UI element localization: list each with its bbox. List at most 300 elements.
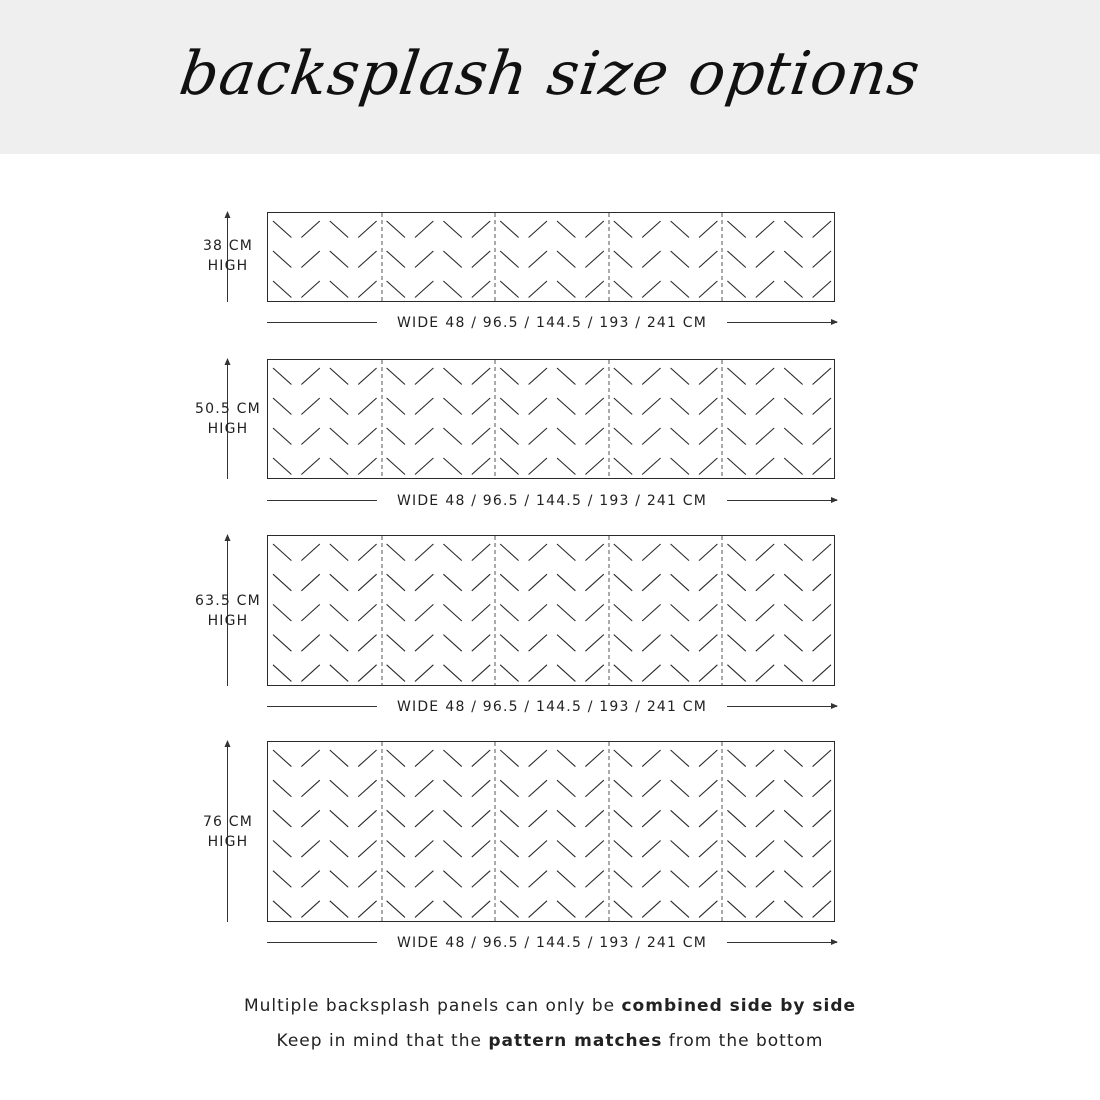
pattern-stroke: [443, 635, 461, 652]
pattern-stroke: [585, 841, 603, 858]
pattern-stroke: [301, 810, 319, 827]
pattern-stroke: [642, 780, 660, 797]
pattern-stroke: [301, 604, 319, 621]
pattern-stroke: [472, 780, 490, 797]
pattern-stroke: [529, 665, 547, 682]
pattern-stroke: [472, 841, 490, 858]
pattern-stroke: [813, 810, 831, 827]
pattern-stroke: [727, 604, 745, 621]
pattern-stroke: [273, 574, 291, 591]
pattern-stroke: [358, 574, 376, 591]
pattern-stroke: [301, 544, 319, 561]
pattern-stroke: [330, 544, 348, 561]
pattern-stroke: [671, 810, 689, 827]
footer-text: from the bottom: [662, 1031, 824, 1051]
pattern-stroke: [557, 544, 575, 561]
pattern-stroke: [642, 458, 660, 475]
pattern-stroke: [472, 574, 490, 591]
pattern-stroke: [529, 281, 547, 298]
height-label: [188, 399, 268, 439]
pattern-stroke: [387, 368, 405, 385]
pattern-stroke: [301, 251, 319, 268]
pattern-stroke: [756, 780, 774, 797]
pattern-stroke: [784, 750, 802, 767]
herringbone-pattern: [268, 536, 835, 686]
pattern-stroke: [358, 750, 376, 767]
pattern-stroke: [784, 901, 802, 918]
pattern-stroke: [813, 635, 831, 652]
pattern-stroke: [358, 398, 376, 415]
pattern-stroke: [585, 635, 603, 652]
pattern-stroke: [330, 635, 348, 652]
pattern-stroke: [756, 750, 774, 767]
header-banner: [0, 0, 1100, 154]
herringbone-pattern: [268, 213, 835, 302]
pattern-stroke: [585, 810, 603, 827]
pattern-stroke: [358, 665, 376, 682]
pattern-stroke: [443, 665, 461, 682]
pattern-stroke: [699, 901, 717, 918]
pattern-stroke: [387, 574, 405, 591]
pattern-stroke: [472, 458, 490, 475]
pattern-stroke: [756, 635, 774, 652]
pattern-stroke: [529, 810, 547, 827]
pattern-stroke: [727, 635, 745, 652]
pattern-stroke: [472, 221, 490, 238]
pattern-stroke: [529, 635, 547, 652]
pattern-stroke: [813, 750, 831, 767]
pattern-stroke: [443, 544, 461, 561]
pattern-stroke: [387, 428, 405, 445]
pattern-stroke: [699, 810, 717, 827]
pattern-stroke: [443, 398, 461, 415]
height-label: [188, 236, 268, 276]
pattern-stroke: [330, 368, 348, 385]
pattern-stroke: [529, 750, 547, 767]
pattern-stroke: [273, 281, 291, 298]
pattern-stroke: [301, 281, 319, 298]
pattern-stroke: [415, 810, 433, 827]
pattern-stroke: [273, 428, 291, 445]
pattern-stroke: [671, 368, 689, 385]
pattern-stroke: [585, 780, 603, 797]
pattern-stroke: [358, 635, 376, 652]
pattern-stroke: [301, 665, 319, 682]
pattern-stroke: [301, 574, 319, 591]
pattern-stroke: [415, 544, 433, 561]
pattern-stroke: [387, 901, 405, 918]
pattern-stroke: [699, 780, 717, 797]
width-values: 48 / 96.5 / 144.5 / 193 / 241 CM: [445, 699, 708, 715]
pattern-stroke: [330, 810, 348, 827]
height-unit: HIGH: [207, 613, 249, 629]
pattern-stroke: [784, 458, 802, 475]
pattern-stroke: [330, 901, 348, 918]
pattern-stroke: [387, 221, 405, 238]
pattern-stroke: [273, 901, 291, 918]
pattern-stroke: [813, 604, 831, 621]
pattern-stroke: [415, 871, 433, 888]
pattern-stroke: [500, 574, 518, 591]
pattern-stroke: [273, 750, 291, 767]
pattern-stroke: [727, 780, 745, 797]
pattern-stroke: [585, 221, 603, 238]
pattern-stroke: [727, 368, 745, 385]
height-label: [188, 812, 268, 852]
footer-note-1: [0, 996, 1100, 1016]
pattern-stroke: [443, 458, 461, 475]
pattern-stroke: [784, 368, 802, 385]
pattern-stroke: [671, 458, 689, 475]
pattern-stroke: [671, 871, 689, 888]
pattern-stroke: [813, 368, 831, 385]
pattern-stroke: [585, 750, 603, 767]
pattern-stroke: [614, 544, 632, 561]
pattern-stroke: [529, 780, 547, 797]
pattern-stroke: [358, 871, 376, 888]
pattern-stroke: [529, 221, 547, 238]
pattern-stroke: [500, 221, 518, 238]
pattern-stroke: [500, 635, 518, 652]
pattern-stroke: [472, 604, 490, 621]
pattern-stroke: [330, 871, 348, 888]
pattern-stroke: [443, 281, 461, 298]
pattern-stroke: [671, 428, 689, 445]
pattern-stroke: [301, 841, 319, 858]
pattern-stroke: [671, 281, 689, 298]
backsplash-panel: [267, 741, 835, 922]
pattern-stroke: [387, 251, 405, 268]
pattern-stroke: [784, 221, 802, 238]
pattern-stroke: [443, 871, 461, 888]
pattern-stroke: [301, 368, 319, 385]
pattern-stroke: [614, 251, 632, 268]
pattern-stroke: [642, 544, 660, 561]
pattern-stroke: [614, 458, 632, 475]
pattern-stroke: [273, 221, 291, 238]
pattern-stroke: [415, 635, 433, 652]
pattern-stroke: [301, 428, 319, 445]
pattern-stroke: [557, 281, 575, 298]
pattern-stroke: [415, 901, 433, 918]
pattern-stroke: [443, 574, 461, 591]
pattern-stroke: [727, 574, 745, 591]
pattern-stroke: [301, 871, 319, 888]
pattern-stroke: [358, 780, 376, 797]
pattern-stroke: [585, 604, 603, 621]
pattern-stroke: [358, 368, 376, 385]
pattern-stroke: [387, 780, 405, 797]
pattern-stroke: [699, 871, 717, 888]
pattern-stroke: [358, 544, 376, 561]
pattern-stroke: [784, 281, 802, 298]
pattern-stroke: [614, 398, 632, 415]
pattern-stroke: [358, 810, 376, 827]
pattern-stroke: [415, 428, 433, 445]
pattern-stroke: [784, 544, 802, 561]
height-unit: HIGH: [207, 258, 249, 274]
pattern-stroke: [557, 458, 575, 475]
pattern-stroke: [273, 458, 291, 475]
pattern-stroke: [671, 635, 689, 652]
pattern-stroke: [813, 221, 831, 238]
pattern-stroke: [330, 428, 348, 445]
pattern-stroke: [273, 810, 291, 827]
width-prefix: WIDE: [396, 315, 440, 331]
pattern-stroke: [614, 604, 632, 621]
pattern-stroke: [415, 368, 433, 385]
pattern-stroke: [443, 841, 461, 858]
pattern-stroke: [529, 398, 547, 415]
pattern-stroke: [727, 544, 745, 561]
pattern-stroke: [301, 458, 319, 475]
pattern-stroke: [330, 574, 348, 591]
pattern-stroke: [756, 281, 774, 298]
pattern-stroke: [330, 398, 348, 415]
pattern-stroke: [415, 665, 433, 682]
pattern-stroke: [500, 750, 518, 767]
pattern-stroke: [813, 841, 831, 858]
pattern-stroke: [585, 544, 603, 561]
pattern-stroke: [529, 544, 547, 561]
width-values: 48 / 96.5 / 144.5 / 193 / 241 CM: [445, 315, 708, 331]
pattern-stroke: [557, 604, 575, 621]
width-dimension: [267, 313, 837, 333]
pattern-stroke: [443, 368, 461, 385]
pattern-stroke: [557, 574, 575, 591]
pattern-stroke: [727, 750, 745, 767]
pattern-stroke: [614, 635, 632, 652]
pattern-stroke: [500, 251, 518, 268]
pattern-stroke: [784, 871, 802, 888]
pattern-stroke: [585, 428, 603, 445]
height-unit: HIGH: [207, 834, 249, 850]
pattern-stroke: [415, 750, 433, 767]
pattern-stroke: [699, 750, 717, 767]
pattern-stroke: [756, 901, 774, 918]
height-value: 38 CM: [202, 238, 254, 254]
pattern-stroke: [301, 901, 319, 918]
pattern-stroke: [557, 780, 575, 797]
pattern-stroke: [415, 221, 433, 238]
width-dimension: [267, 933, 837, 953]
pattern-stroke: [813, 428, 831, 445]
pattern-stroke: [671, 901, 689, 918]
pattern-stroke: [500, 368, 518, 385]
pattern-stroke: [500, 665, 518, 682]
pattern-stroke: [642, 604, 660, 621]
pattern-stroke: [273, 665, 291, 682]
pattern-stroke: [784, 665, 802, 682]
width-dimension: [267, 697, 837, 717]
pattern-stroke: [500, 604, 518, 621]
pattern-stroke: [813, 901, 831, 918]
height-value: 63.5 CM: [195, 593, 261, 609]
pattern-stroke: [585, 574, 603, 591]
pattern-stroke: [443, 780, 461, 797]
pattern-stroke: [756, 544, 774, 561]
pattern-stroke: [727, 281, 745, 298]
pattern-stroke: [387, 281, 405, 298]
pattern-stroke: [813, 458, 831, 475]
pattern-stroke: [529, 901, 547, 918]
pattern-stroke: [585, 368, 603, 385]
pattern-stroke: [472, 544, 490, 561]
pattern-stroke: [671, 251, 689, 268]
pattern-stroke: [784, 428, 802, 445]
pattern-stroke: [784, 780, 802, 797]
footer-text: Multiple backsplash panels can only be: [243, 996, 622, 1016]
pattern-stroke: [727, 841, 745, 858]
pattern-stroke: [443, 428, 461, 445]
pattern-stroke: [585, 398, 603, 415]
pattern-stroke: [472, 750, 490, 767]
pattern-stroke: [529, 428, 547, 445]
pattern-stroke: [699, 841, 717, 858]
width-values: 48 / 96.5 / 144.5 / 193 / 241 CM: [445, 935, 708, 951]
pattern-stroke: [642, 841, 660, 858]
pattern-stroke: [273, 251, 291, 268]
pattern-stroke: [387, 458, 405, 475]
pattern-stroke: [500, 281, 518, 298]
pattern-stroke: [387, 810, 405, 827]
pattern-stroke: [671, 221, 689, 238]
pattern-stroke: [273, 544, 291, 561]
pattern-stroke: [614, 428, 632, 445]
pattern-stroke: [301, 635, 319, 652]
pattern-stroke: [358, 604, 376, 621]
backsplash-panel: [267, 212, 835, 302]
pattern-stroke: [500, 871, 518, 888]
pattern-stroke: [756, 368, 774, 385]
pattern-stroke: [642, 871, 660, 888]
pattern-stroke: [699, 574, 717, 591]
pattern-stroke: [727, 810, 745, 827]
pattern-stroke: [273, 780, 291, 797]
width-prefix: WIDE: [396, 699, 440, 715]
pattern-stroke: [813, 665, 831, 682]
pattern-stroke: [415, 780, 433, 797]
pattern-stroke: [529, 871, 547, 888]
pattern-stroke: [443, 251, 461, 268]
pattern-stroke: [472, 901, 490, 918]
pattern-stroke: [756, 398, 774, 415]
width-prefix: WIDE: [396, 493, 440, 509]
backsplash-panel: [267, 359, 835, 479]
pattern-stroke: [330, 841, 348, 858]
pattern-stroke: [415, 251, 433, 268]
pattern-stroke: [330, 221, 348, 238]
pattern-stroke: [699, 398, 717, 415]
pattern-stroke: [472, 810, 490, 827]
pattern-stroke: [273, 398, 291, 415]
pattern-stroke: [614, 281, 632, 298]
pattern-stroke: [813, 251, 831, 268]
pattern-stroke: [756, 221, 774, 238]
pattern-stroke: [443, 810, 461, 827]
pattern-stroke: [472, 635, 490, 652]
width-dimension: [267, 491, 837, 511]
pattern-stroke: [557, 221, 575, 238]
footer-note-2: [0, 1031, 1100, 1051]
pattern-stroke: [784, 810, 802, 827]
pattern-stroke: [642, 368, 660, 385]
height-unit: HIGH: [207, 421, 249, 437]
pattern-stroke: [642, 635, 660, 652]
pattern-stroke: [273, 368, 291, 385]
pattern-stroke: [813, 780, 831, 797]
pattern-stroke: [500, 398, 518, 415]
pattern-stroke: [784, 574, 802, 591]
pattern-stroke: [500, 841, 518, 858]
pattern-stroke: [472, 428, 490, 445]
pattern-stroke: [472, 281, 490, 298]
height-label: [188, 591, 268, 631]
pattern-stroke: [358, 901, 376, 918]
pattern-stroke: [699, 281, 717, 298]
pattern-stroke: [330, 665, 348, 682]
pattern-stroke: [614, 665, 632, 682]
pattern-stroke: [415, 458, 433, 475]
pattern-stroke: [699, 665, 717, 682]
pattern-stroke: [784, 841, 802, 858]
pattern-stroke: [699, 428, 717, 445]
pattern-stroke: [756, 665, 774, 682]
pattern-stroke: [642, 574, 660, 591]
pattern-stroke: [642, 281, 660, 298]
pattern-stroke: [358, 458, 376, 475]
pattern-stroke: [529, 574, 547, 591]
pattern-stroke: [415, 281, 433, 298]
pattern-stroke: [529, 368, 547, 385]
pattern-stroke: [614, 841, 632, 858]
pattern-stroke: [273, 635, 291, 652]
pattern-stroke: [330, 780, 348, 797]
pattern-stroke: [443, 221, 461, 238]
pattern-stroke: [443, 901, 461, 918]
pattern-stroke: [642, 221, 660, 238]
pattern-stroke: [557, 398, 575, 415]
pattern-stroke: [529, 604, 547, 621]
pattern-stroke: [500, 810, 518, 827]
pattern-stroke: [585, 281, 603, 298]
pattern-stroke: [387, 635, 405, 652]
pattern-stroke: [472, 871, 490, 888]
pattern-stroke: [642, 750, 660, 767]
pattern-stroke: [727, 428, 745, 445]
pattern-stroke: [415, 574, 433, 591]
pattern-stroke: [614, 750, 632, 767]
pattern-stroke: [358, 841, 376, 858]
pattern-stroke: [301, 398, 319, 415]
pattern-stroke: [756, 428, 774, 445]
pattern-stroke: [614, 221, 632, 238]
pattern-stroke: [671, 665, 689, 682]
pattern-stroke: [813, 544, 831, 561]
pattern-stroke: [415, 841, 433, 858]
pattern-stroke: [557, 368, 575, 385]
pattern-stroke: [500, 458, 518, 475]
pattern-stroke: [500, 544, 518, 561]
pattern-stroke: [642, 398, 660, 415]
pattern-stroke: [557, 635, 575, 652]
pattern-stroke: [784, 635, 802, 652]
pattern-stroke: [699, 251, 717, 268]
pattern-stroke: [699, 604, 717, 621]
pattern-stroke: [358, 221, 376, 238]
backsplash-panel: [267, 535, 835, 686]
pattern-stroke: [699, 368, 717, 385]
